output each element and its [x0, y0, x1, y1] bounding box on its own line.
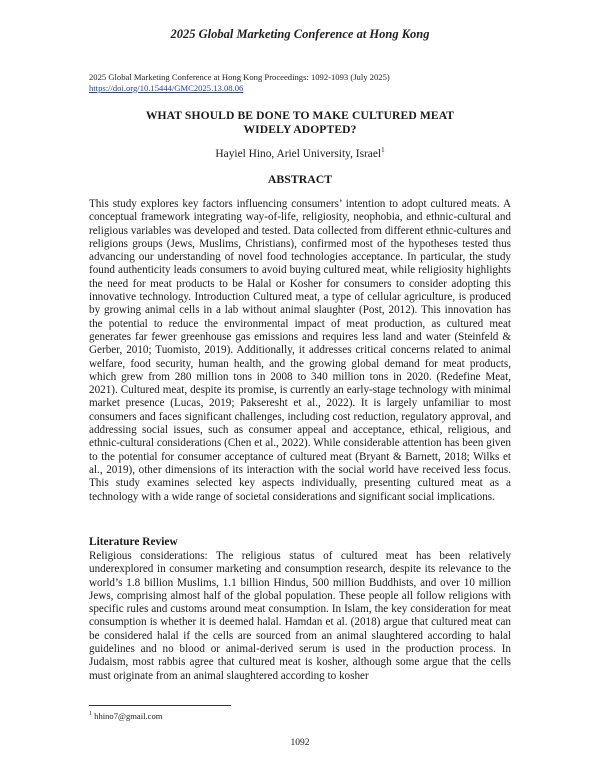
proceedings-info: [89, 72, 529, 93]
running-head: 2025 Global Marketing Conference at Hong Kong: [170, 27, 430, 41]
footnote-divider: [89, 705, 231, 706]
footnote-marker: 1: [89, 711, 92, 718]
page-number: 1092: [290, 738, 310, 748]
proceedings-line: 2025 Global Marketing Conference at Hong Kong Proceedings: 1092-1093 (July 2025): [89, 72, 390, 82]
paper-title: [89, 109, 511, 137]
author-footnote-marker[interactable]: 1: [381, 146, 385, 154]
footnote-email[interactable]: hhino7@gmail.com: [94, 711, 163, 721]
doi-link[interactable]: https://doi.org/10.15444/GMC2025.13.08.06: [89, 82, 244, 93]
title-line-2: WIDELY ADOPTED?: [243, 123, 357, 136]
abstract-paragraph: This study explores key factors influencing consumers’ intention to adopt cultured meats. A conceptual framework integrating way-of-life, religiosity, neophobia, and ethnic-cultural and religious variables was developed and tested. Data collected from different ethnic-cultures and religions groups (Jews, Muslims, Christians), confirmed most of the hypotheses tested thus advancing our understanding of novel food technologies acceptance. In particular, the study found authenticity leads consumers to avoid buying cultured meat, while religiosity highlights the need for meat products to be Halal or Kosher for consumers to consider adopting this innovative technology. Introduction Cultured meat, a type of cellular agriculture, is produced by growing animal cells in a lab without animal slaughter (Post, 2012). This innovation has the potential to reduce the environmental impact of meat production, as cultured meat generates far fewer greenhouse gas emissions and requires less land and water (Steinfeld & Gerber, 2010; Tuomisto, 2019). Additionally, it addresses critical concerns related to animal welfare, food security, human health, and the growing global demand for meat products, which grew from 280 million tons in 2008 to 340 million tons in 2020. (Redefine Meat, 2021). Cultured meat, despite its promise, is currently an early-stage technology with minimal market presence (Lucas, 2019; Pakseresht et al., 2022). It is largely unfamiliar to most consumers and faces significant challenges, including cost reduction, regulatory approval, and addressing social issues, such as consumer appeal and acceptance, ethical, religious, and ethnic-cultural considerations (Chen et al., 2022). While considerable attention has been given to the potential for consumer acceptance of cultured meat (Bryant & Barnett, 2018; Wilks et al., 2019), other dimensions of its interaction with the social world have received less focus. This study examines selected key aspects individually, presenting cultured meat as a technology with a wide range of societal considerations and significant social implications.: [89, 198, 511, 503]
abstract-heading: ABSTRACT: [267, 172, 333, 186]
literature-review-paragraph: Religious considerations: The religious status of cultured meat has been relatively underexplored in consumer marketing and consumption research, despite its relevance to the world’s 1.8 billion Muslims, 1.1 billion Hindus, 500 million Buddhists, and over 10 million Jews, comprising almost half of the global population. These people all follow religions with specific rules and customs around meat consumption. In Islam, the key consideration for meat consumption is whether it is deemed halal. Hamdan et al. (2018) argue that cultured meat can be considered halal if the cells are sourced from an animal slaughtered according to halal guidelines and no blood or animal-derived serum is used in the production process. In Judaism, most rabbis agree that cultured meat is kosher, although some argue that the cells must originate from an animal slaughtered according to kosher: [89, 550, 511, 682]
author-name: Hayiel Hino, Ariel University, Israel: [215, 147, 382, 160]
title-line-1: WHAT SHOULD BE DONE TO MAKE CULTURED MEAT: [145, 109, 455, 122]
literature-review-heading: Literature Review: [89, 536, 178, 548]
author-line: [89, 146, 511, 160]
footnote: [89, 711, 389, 721]
